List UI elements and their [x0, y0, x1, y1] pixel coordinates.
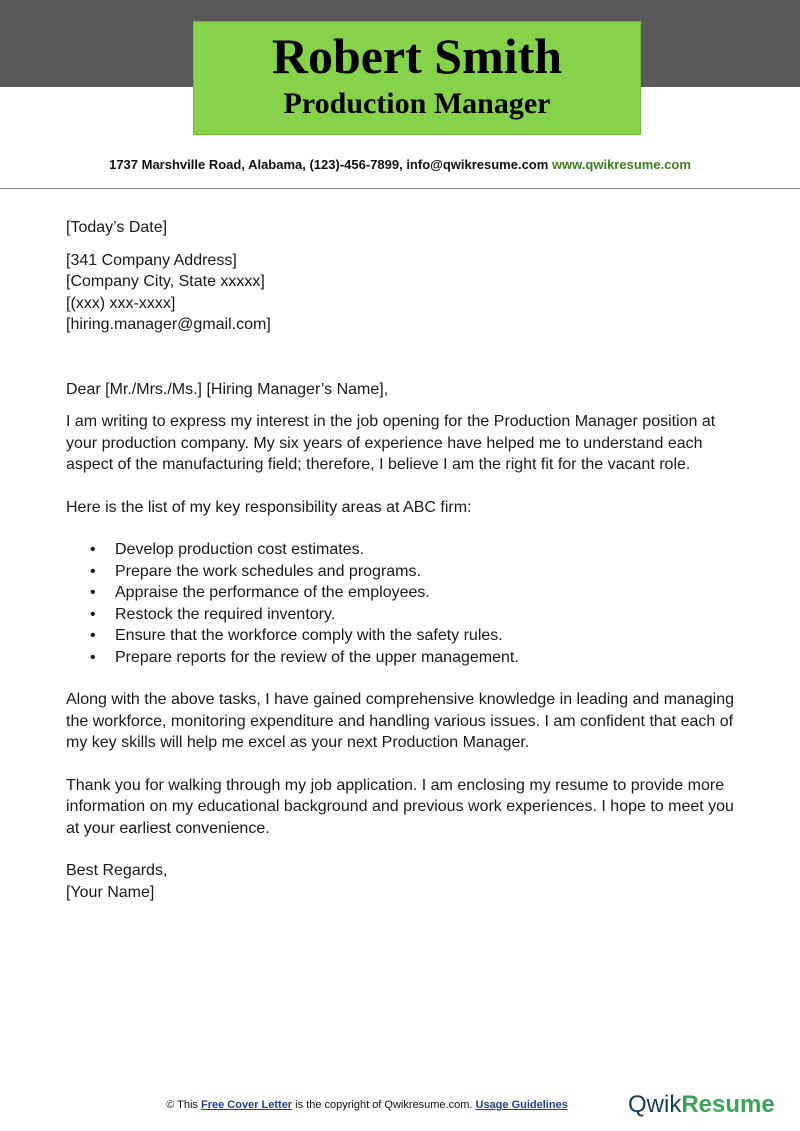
contact-line: [0, 157, 800, 173]
salutation: Dear [Mr./Mrs./Ms.] [Hiring Manager’s Name],: [66, 380, 389, 398]
footer-copyright: © This Free Cover Letter is the copyright of Qwikresume.com. Usage Guidelines: [166, 1099, 568, 1111]
list-item: • Develop production cost estimates.: [66, 539, 746, 561]
body-paragraph: Along with the above tasks, I have gained comprehensive knowledge in leading and managing the workforce, monitoring expenditure and handling various issues. I am confident that each of my key skills will help me excel as your next Production Manager.: [66, 691, 734, 751]
qwikresume-logo[interactable]: [628, 1090, 775, 1120]
address-line: [341 Company Address]: [66, 251, 237, 269]
recipient-address: [66, 250, 746, 336]
address-line: [Company City, State xxxxx]: [66, 273, 265, 290]
list-intro: Here is the list of my key responsibility areas at ABC firm:: [66, 498, 472, 516]
address-line: [(xxx) xxx-xxxx]: [66, 294, 176, 312]
sign-off: Best Regards,: [66, 862, 168, 879]
free-cover-letter-link[interactable]: Free Cover Letter: [201, 1099, 293, 1111]
bullet-icon: •: [90, 562, 96, 580]
letter-date: [Today’s Date]: [66, 219, 168, 236]
list-item: • Ensure that the workforce comply with the safety rules.: [66, 625, 746, 647]
list-item: • Appraise the performance of the employees.: [66, 582, 746, 604]
applicant-title: Production Manager: [283, 87, 551, 120]
bullet-icon: •: [90, 584, 96, 601]
bullet-icon: •: [90, 648, 96, 666]
signature: [Your Name]: [66, 883, 155, 901]
list-item: • Prepare reports for the review of the upper management.: [66, 647, 746, 669]
list-item: • Prepare the work schedules and programs.: [66, 561, 746, 583]
applicant-name: Robert Smith: [271, 28, 563, 84]
name-box: [193, 21, 641, 135]
address-line: [hiring.manager@gmail.com]: [66, 316, 271, 333]
brand-qwik: Qwik: [628, 1091, 682, 1118]
brand-resume: Resume: [681, 1091, 775, 1118]
bullet-icon: •: [90, 541, 96, 558]
bullet-icon: •: [90, 605, 96, 623]
closing-paragraph: Thank you for walking through my job application. I am enclosing my resume to provide more information on my educational background and previous work experiences. I hope to meet you at your earliest convenience.: [66, 776, 734, 837]
contact-details: 1737 Marshville Road, Alabama, (123)-456-7899, info@qwikresume.com: [109, 157, 549, 172]
bullet-icon: •: [90, 627, 96, 644]
website-link[interactable]: www.qwikresume.com: [551, 157, 691, 172]
usage-guidelines-link[interactable]: Usage Guidelines: [475, 1099, 568, 1111]
intro-paragraph: I am writing to express my interest in the job opening for the Production Manager position at your production company. My six years of experience have helped me to understand each aspect of the manufacturing field; therefore, I believe I am the right fit for the vacant role.: [66, 413, 716, 473]
list-item: • Restock the required inventory.: [66, 604, 746, 626]
responsibility-list: [66, 539, 746, 668]
letter-body: [66, 217, 746, 903]
header-divider: [0, 188, 800, 189]
